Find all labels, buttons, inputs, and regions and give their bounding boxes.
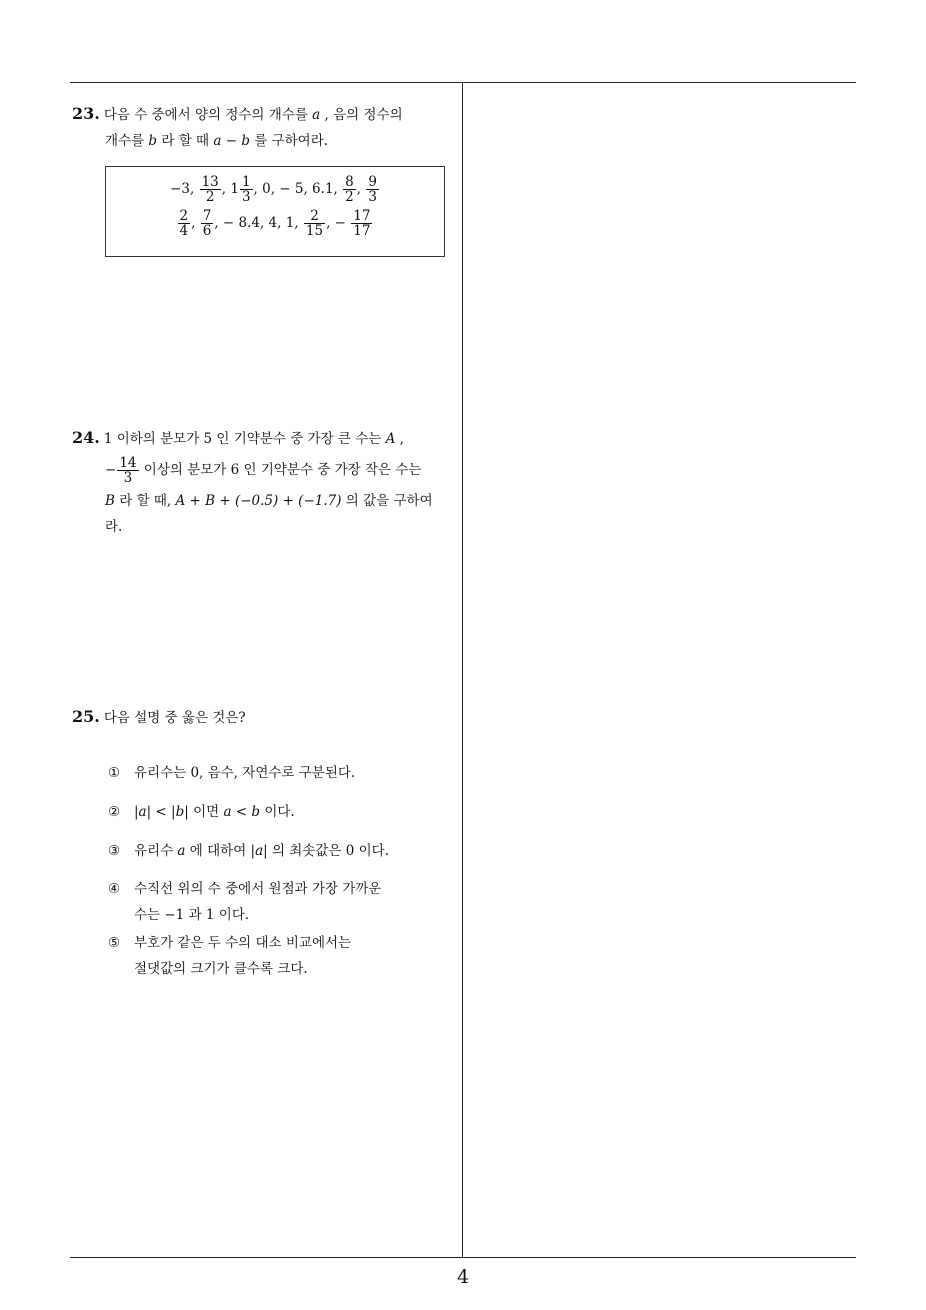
fraction: $\frac{9}{3}$ xyxy=(368,174,377,205)
choice-1[interactable]: ① 유리수는 0, 음수, 자연수로 구분된다. xyxy=(108,760,355,786)
choice-3-mark: ③ xyxy=(108,843,121,859)
q24-line2: − $\frac{14}{3}$ 이상의 분모가 6 인 기약분수 중 가장 작은 수는 xyxy=(105,455,422,486)
fraction: $\frac{13}{2}$ xyxy=(201,174,219,205)
q24-number: 24. xyxy=(72,428,100,447)
question-25 xyxy=(72,704,456,731)
choice-5[interactable]: ⑤ 부호가 같은 두 수의 대소 비교에서는 절댓값의 크기가 클수록 크다. xyxy=(108,930,351,982)
q24-line3: B 라 할 때, A + B + (−0.5) + (−1.7) 의 값을 구하여 xyxy=(105,493,433,509)
fraction: $\frac{2}{15}$ xyxy=(305,208,324,239)
q23-box-row1: −3, $\frac{13}{2}$ , 1 $\frac{1}{3}$ , 0, − 5, 6.1, $\frac{8}{2}$ , $\frac{9}{3}$ xyxy=(170,174,377,205)
fraction: $\frac{7}{6}$ xyxy=(202,208,212,239)
question-23 xyxy=(72,101,456,154)
q24-line4: 라. xyxy=(105,519,123,535)
q23-line1: 23. 다음 수 중에서 양의 정수의 개수를 a , 음의 정수의 xyxy=(72,104,403,123)
choice-4[interactable]: ④ 수직선 위의 수 중에서 원점과 가장 가까운 수는 −1 과 1 이다. xyxy=(108,876,381,928)
choice-1-mark: ① xyxy=(108,765,121,781)
fraction: $\frac{8}{2}$ xyxy=(345,174,354,205)
q25-prompt: 다음 설명 중 옳은 것은? xyxy=(103,710,246,726)
fraction: $\frac{1}{3}$ xyxy=(241,174,251,205)
question-24 xyxy=(72,425,456,540)
q23-number-box xyxy=(105,166,445,257)
column-divider xyxy=(462,82,463,1258)
q23-number: 23. xyxy=(72,104,100,123)
bottom-rule xyxy=(70,1257,856,1258)
choice-2[interactable]: ② |a| < |b| 이면 a < b 이다. xyxy=(108,799,295,825)
q23-line2: 개수를 b 라 할 때 a − b 를 구하여라. xyxy=(105,133,329,149)
choice-2-mark: ② xyxy=(108,804,121,820)
choice-4-mark: ④ xyxy=(108,881,121,897)
page-number: 4 xyxy=(456,1266,470,1288)
fraction: $\frac{2}{4}$ xyxy=(179,208,189,239)
choice-5-mark: ⑤ xyxy=(108,935,121,951)
fraction: $\frac{17}{17}$ xyxy=(353,208,371,239)
fraction: $\frac{14}{3}$ xyxy=(119,455,137,486)
q25-number: 25. xyxy=(72,707,100,726)
q23-box-row2: $\frac{2}{4}$ , $\frac{7}{6}$ , − 8.4, 4, 1, $\frac{2}{15}$ , − $\frac{17}{17}$ xyxy=(179,208,371,239)
top-rule xyxy=(70,82,856,83)
choice-3[interactable]: ③ 유리수 a 에 대하여 |a| 의 최솟값은 0 이다. xyxy=(108,838,389,864)
q24-line1: 24. 1 이하의 분모가 5 인 기약분수 중 가장 큰 수는 A , xyxy=(72,428,404,447)
